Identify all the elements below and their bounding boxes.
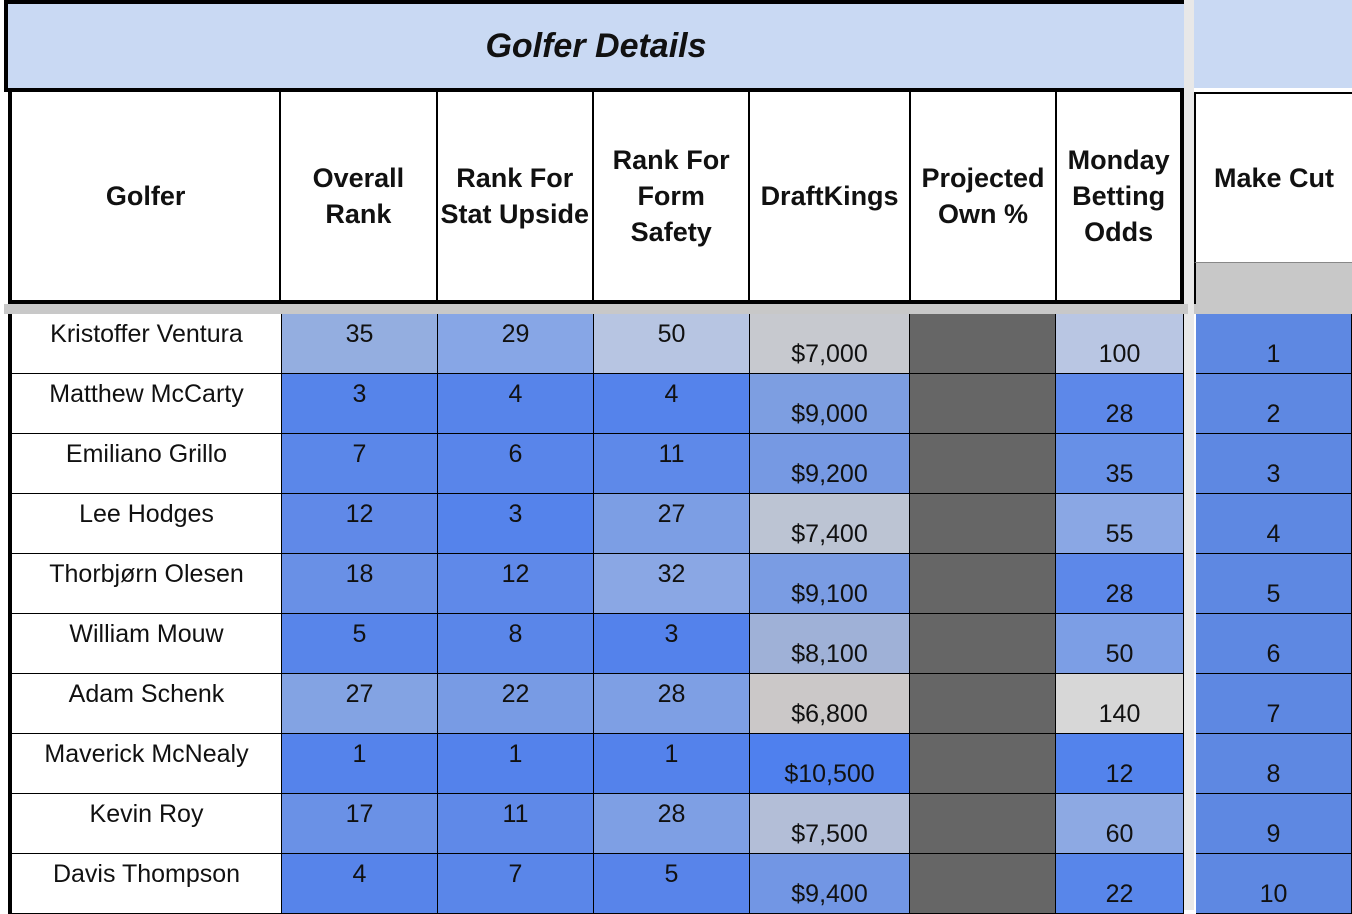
draftkings-salary-cell[interactable]: [750, 854, 910, 914]
golfer-name-cell[interactable]: [8, 854, 282, 914]
monday-odds-cell-value: 22: [1105, 880, 1134, 908]
overall-rank-cell[interactable]: [282, 794, 438, 854]
stat-upside-cell-value: 22: [501, 680, 530, 708]
golfer-name-cell-value: Matthew McCarty: [49, 380, 244, 408]
overall-rank-cell-value: 27: [345, 680, 374, 708]
stat-upside-cell-value: 12: [501, 560, 530, 588]
golfer-name-cell-value: Maverick McNealy: [44, 740, 249, 768]
draftkings-salary-cell-value: $9,200: [791, 460, 868, 488]
form-safety-cell[interactable]: [594, 794, 750, 854]
overall-rank-cell[interactable]: [282, 854, 438, 914]
projected-own-cell[interactable]: [910, 494, 1056, 554]
overall-rank-cell-value: 5: [352, 620, 367, 648]
projected-own-cell[interactable]: [910, 614, 1056, 674]
make-cut-cell-value: 5: [1266, 580, 1281, 608]
header-projected-own[interactable]: Projected Own %: [911, 92, 1058, 300]
draftkings-salary-cell[interactable]: [750, 614, 910, 674]
make-cut-cell-value: 6: [1266, 640, 1281, 668]
monday-odds-cell[interactable]: [1056, 434, 1184, 494]
stat-upside-cell[interactable]: [438, 374, 594, 434]
stat-upside-cell-value: 3: [508, 500, 523, 528]
monday-odds-cell[interactable]: [1056, 314, 1184, 374]
draftkings-salary-cell-value: $6,800: [791, 700, 868, 728]
golfer-name-cell[interactable]: [8, 374, 282, 434]
draftkings-salary-cell-value: $8,100: [791, 640, 868, 668]
overall-rank-cell[interactable]: [282, 734, 438, 794]
make-cut-cell-value: 3: [1266, 460, 1281, 488]
header-rank-form-safety[interactable]: Rank For Form Safety: [594, 92, 750, 300]
make-cut-title-block: [1194, 0, 1352, 88]
header-make-cut[interactable]: Make Cut: [1194, 92, 1352, 262]
draftkings-salary-cell-value: $10,500: [784, 760, 875, 788]
separator-band-side: [1194, 304, 1352, 314]
overall-rank-cell-value: 1: [352, 740, 367, 768]
golfer-name-cell-value: Davis Thompson: [52, 860, 241, 888]
golfer-name-cell-value: Kristoffer Ventura: [50, 320, 243, 348]
stat-upside-cell[interactable]: [438, 674, 594, 734]
monday-odds-cell[interactable]: [1056, 554, 1184, 614]
draftkings-salary-cell[interactable]: [750, 314, 910, 374]
overall-rank-cell[interactable]: [282, 374, 438, 434]
stat-upside-cell-value: 1: [508, 740, 523, 768]
projected-own-cell[interactable]: [910, 854, 1056, 914]
header-monday-odds[interactable]: Monday Betting Odds: [1057, 92, 1180, 300]
stat-upside-cell[interactable]: [438, 434, 594, 494]
golfer-name-cell[interactable]: [8, 494, 282, 554]
overall-rank-cell-value: 17: [345, 800, 374, 828]
golfer-name-cell[interactable]: [8, 674, 282, 734]
stat-upside-cell-value: 11: [502, 800, 529, 828]
overall-rank-cell[interactable]: [282, 494, 438, 554]
projected-own-cell[interactable]: [910, 794, 1056, 854]
stat-upside-cell[interactable]: [438, 494, 594, 554]
form-safety-cell-value: 50: [657, 320, 686, 348]
overall-rank-cell-value: 18: [345, 560, 374, 588]
golfer-name-cell[interactable]: [8, 794, 282, 854]
draftkings-salary-cell-value: $9,400: [791, 880, 868, 908]
form-safety-cell-value: 11: [658, 440, 685, 468]
stat-upside-cell-value: 6: [508, 440, 523, 468]
stat-upside-cell-value: 29: [501, 320, 530, 348]
monday-odds-cell-value: 12: [1105, 760, 1134, 788]
form-safety-cell-value: 27: [657, 500, 686, 528]
monday-odds-cell[interactable]: [1056, 494, 1184, 554]
golfer-name-cell-value: William Mouw: [69, 620, 224, 648]
form-safety-cell[interactable]: [594, 554, 750, 614]
overall-rank-cell-value: 35: [345, 320, 374, 348]
draftkings-salary-cell[interactable]: [750, 554, 910, 614]
make-cut-cell[interactable]: [1196, 734, 1352, 794]
form-safety-cell[interactable]: [594, 854, 750, 914]
make-cut-cell-value: 10: [1259, 880, 1288, 908]
projected-own-cell[interactable]: [910, 374, 1056, 434]
form-safety-cell-value: 1: [664, 740, 679, 768]
form-safety-cell[interactable]: [594, 314, 750, 374]
overall-rank-cell-value: 3: [352, 380, 367, 408]
header-overall-rank[interactable]: Overall Rank: [281, 92, 437, 300]
header-golfer[interactable]: Golfer: [12, 92, 281, 300]
make-cut-cell[interactable]: [1196, 494, 1352, 554]
draftkings-salary-cell[interactable]: [750, 434, 910, 494]
overall-rank-cell-value: 7: [352, 440, 367, 468]
golfer-name-cell[interactable]: [8, 314, 282, 374]
make-cut-cell[interactable]: [1196, 614, 1352, 674]
monday-odds-cell-value: 100: [1098, 340, 1141, 368]
make-cut-header-band: [1194, 262, 1352, 304]
header-rank-stat-upside[interactable]: Rank For Stat Upside: [438, 92, 594, 300]
form-safety-cell-value: 3: [664, 620, 679, 648]
monday-odds-cell-value: 50: [1105, 640, 1134, 668]
monday-odds-cell[interactable]: [1056, 854, 1184, 914]
overall-rank-cell[interactable]: [282, 674, 438, 734]
golfer-name-cell[interactable]: [8, 614, 282, 674]
golfer-name-cell-value: Adam Schenk: [68, 680, 225, 708]
stat-upside-cell[interactable]: [438, 734, 594, 794]
monday-odds-cell-value: 55: [1105, 520, 1134, 548]
monday-odds-cell[interactable]: [1056, 794, 1184, 854]
form-safety-cell[interactable]: [594, 434, 750, 494]
stat-upside-cell-value: 4: [508, 380, 523, 408]
draftkings-salary-cell[interactable]: [750, 674, 910, 734]
golfer-name-cell-value: Thorbjørn Olesen: [49, 560, 244, 588]
draftkings-salary-cell-value: $9,000: [791, 400, 868, 428]
monday-odds-cell-value: 28: [1105, 580, 1134, 608]
form-safety-cell[interactable]: [594, 374, 750, 434]
monday-odds-cell-value: 140: [1098, 700, 1141, 728]
overall-rank-cell[interactable]: [282, 314, 438, 374]
make-cut-cell[interactable]: [1196, 794, 1352, 854]
draftkings-salary-cell-value: $7,400: [791, 520, 868, 548]
draftkings-salary-cell[interactable]: [750, 734, 910, 794]
draftkings-salary-cell-value: $7,500: [791, 820, 868, 848]
monday-odds-cell-value: 60: [1105, 820, 1134, 848]
make-cut-cell[interactable]: [1196, 434, 1352, 494]
stat-upside-cell[interactable]: [438, 614, 594, 674]
stat-upside-cell[interactable]: [438, 854, 594, 914]
draftkings-salary-cell-value: $9,100: [791, 580, 868, 608]
form-safety-cell-value: 28: [657, 800, 686, 828]
form-safety-cell-value: 4: [664, 380, 679, 408]
projected-own-cell[interactable]: [910, 314, 1056, 374]
make-cut-cell-value: 9: [1266, 820, 1281, 848]
projected-own-cell[interactable]: [910, 554, 1056, 614]
overall-rank-cell[interactable]: [282, 614, 438, 674]
overall-rank-cell[interactable]: [282, 554, 438, 614]
golfer-name-cell-value: Emiliano Grillo: [65, 440, 228, 468]
stat-upside-cell-value: 8: [508, 620, 523, 648]
form-safety-cell[interactable]: [594, 494, 750, 554]
make-cut-cell-value: 7: [1266, 700, 1281, 728]
overall-rank-cell-value: 12: [345, 500, 374, 528]
monday-odds-cell[interactable]: [1056, 614, 1184, 674]
draftkings-salary-cell[interactable]: [750, 374, 910, 434]
header-draftkings[interactable]: DraftKings: [750, 92, 910, 300]
make-cut-cell[interactable]: [1196, 554, 1352, 614]
monday-odds-cell[interactable]: [1056, 734, 1184, 794]
golfer-name-cell[interactable]: [8, 554, 282, 614]
header-row: [8, 92, 1184, 304]
form-safety-cell-value: 5: [664, 860, 679, 888]
monday-odds-cell[interactable]: [1056, 374, 1184, 434]
draftkings-salary-cell[interactable]: [750, 494, 910, 554]
overall-rank-cell[interactable]: [282, 434, 438, 494]
stat-upside-cell[interactable]: [438, 314, 594, 374]
form-safety-cell-value: 32: [657, 560, 686, 588]
golfer-name-cell[interactable]: [8, 734, 282, 794]
make-cut-cell[interactable]: [1196, 314, 1352, 374]
make-cut-cell-value: 1: [1266, 340, 1281, 368]
draftkings-salary-cell[interactable]: [750, 794, 910, 854]
monday-odds-cell-value: 35: [1105, 460, 1134, 488]
golfer-name-cell[interactable]: [8, 434, 282, 494]
stat-upside-cell-value: 7: [508, 860, 523, 888]
make-cut-cell-value: 8: [1266, 760, 1281, 788]
overall-rank-cell-value: 4: [352, 860, 367, 888]
form-safety-cell[interactable]: [594, 674, 750, 734]
make-cut-cell[interactable]: [1196, 674, 1352, 734]
make-cut-cell[interactable]: [1196, 374, 1352, 434]
table-title: Golfer Details: [4, 0, 1188, 92]
monday-odds-cell-value: 28: [1105, 400, 1134, 428]
stat-upside-cell[interactable]: [438, 554, 594, 614]
column-separator: [1184, 0, 1194, 910]
form-safety-cell-value: 28: [657, 680, 686, 708]
golfer-name-cell-value: Kevin Roy: [89, 800, 204, 828]
projected-own-cell[interactable]: [910, 734, 1056, 794]
make-cut-cell[interactable]: [1196, 854, 1352, 914]
separator-band: [4, 304, 1188, 314]
golfer-name-cell-value: Lee Hodges: [79, 500, 214, 528]
form-safety-cell[interactable]: [594, 614, 750, 674]
stat-upside-cell[interactable]: [438, 794, 594, 854]
draftkings-salary-cell-value: $7,000: [791, 340, 868, 368]
form-safety-cell[interactable]: [594, 734, 750, 794]
projected-own-cell[interactable]: [910, 434, 1056, 494]
projected-own-cell[interactable]: [910, 674, 1056, 734]
make-cut-cell-value: 2: [1266, 400, 1281, 428]
monday-odds-cell[interactable]: [1056, 674, 1184, 734]
make-cut-cell-value: 4: [1266, 520, 1281, 548]
